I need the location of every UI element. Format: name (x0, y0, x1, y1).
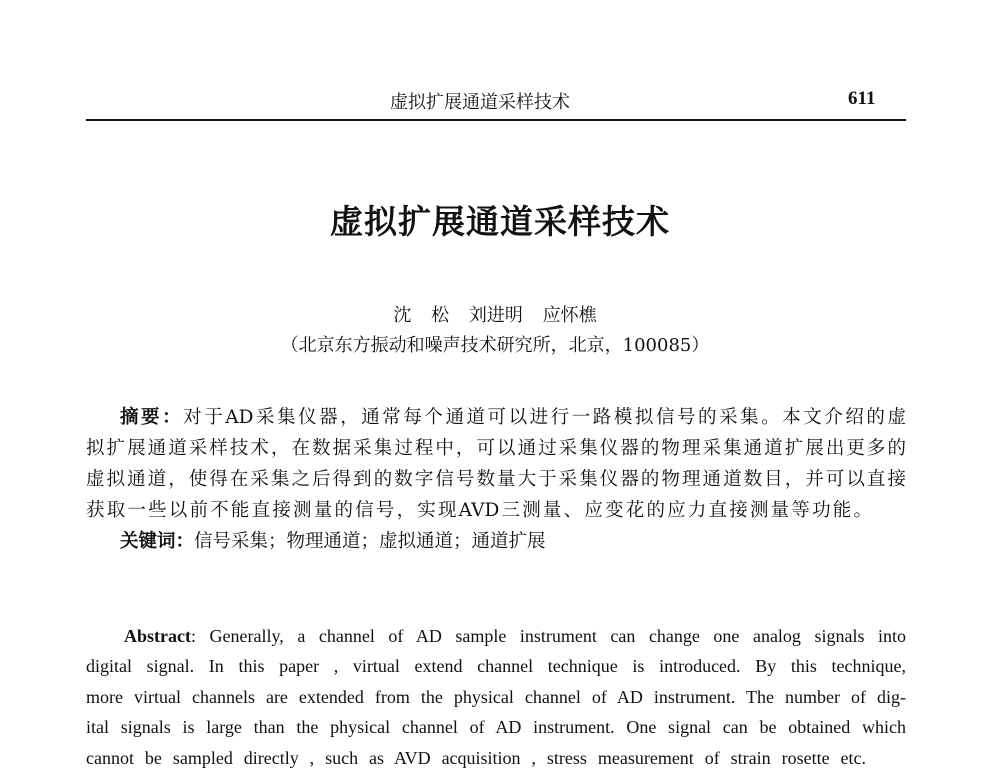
abstract-en-line: digital signal. In this paper , virtual extend channel technique is introduced. By this technique, (86, 656, 906, 676)
abstract-cn-line (120, 404, 906, 432)
keywords-cn (120, 528, 546, 556)
affiliation: （北京东方振动和噪声技术研究所，北京，100085） (280, 335, 710, 356)
authors: 沈 松 刘进明 应怀樵 (393, 305, 597, 326)
abstract-en-line (124, 623, 906, 649)
keywords-text: 信号采集；物理通道；虚拟通道；通道扩展 (194, 531, 546, 552)
abstract-cn-text: 对于AD采集仪器，通常每个通道可以进行一路模拟信号的采集。本文介绍的虚 (183, 407, 906, 428)
abstract-cn-line: 获取一些以前不能直接测量的信号，实现AVD三测量、应变花的应力直接测量等功能。 (86, 500, 872, 521)
running-title: 虚拟扩展通道采样技术 (390, 92, 570, 113)
abstract-en-line: cannot be sampled directly , such as AVD acquisition , stress measurement of strain rosette etc. (86, 748, 866, 768)
abstract-en-label: Abstract (124, 626, 191, 646)
abstract-cn-line: 虚拟通道，使得在采集之后得到的数字信号数量大于采集仪器的物理通道数目，并可以直接 (86, 469, 906, 490)
abstract-cn-label: 摘要： (120, 407, 184, 428)
abstract-en-line: ital signals is large than the physical channel of AD instrument. One signal can be obtained which (86, 717, 906, 737)
abstract-cn-line: 拟扩展通道采样技术，在数据采集过程中，可以通过采集仪器的物理采集通道扩展出更多的 (86, 438, 906, 459)
keywords-label: 关键词： (120, 531, 195, 552)
abstract-en-line: more virtual channels are extended from the physical channel of AD instrument. The number of dig- (86, 687, 906, 707)
page-number: 611 (848, 88, 876, 109)
paper-title: 虚拟扩展通道采样技术 (330, 202, 670, 241)
header-rule (86, 119, 906, 121)
abstract-en-text: : Generally, a channel of AD sample instrument can change one analog signals into (190, 626, 906, 646)
